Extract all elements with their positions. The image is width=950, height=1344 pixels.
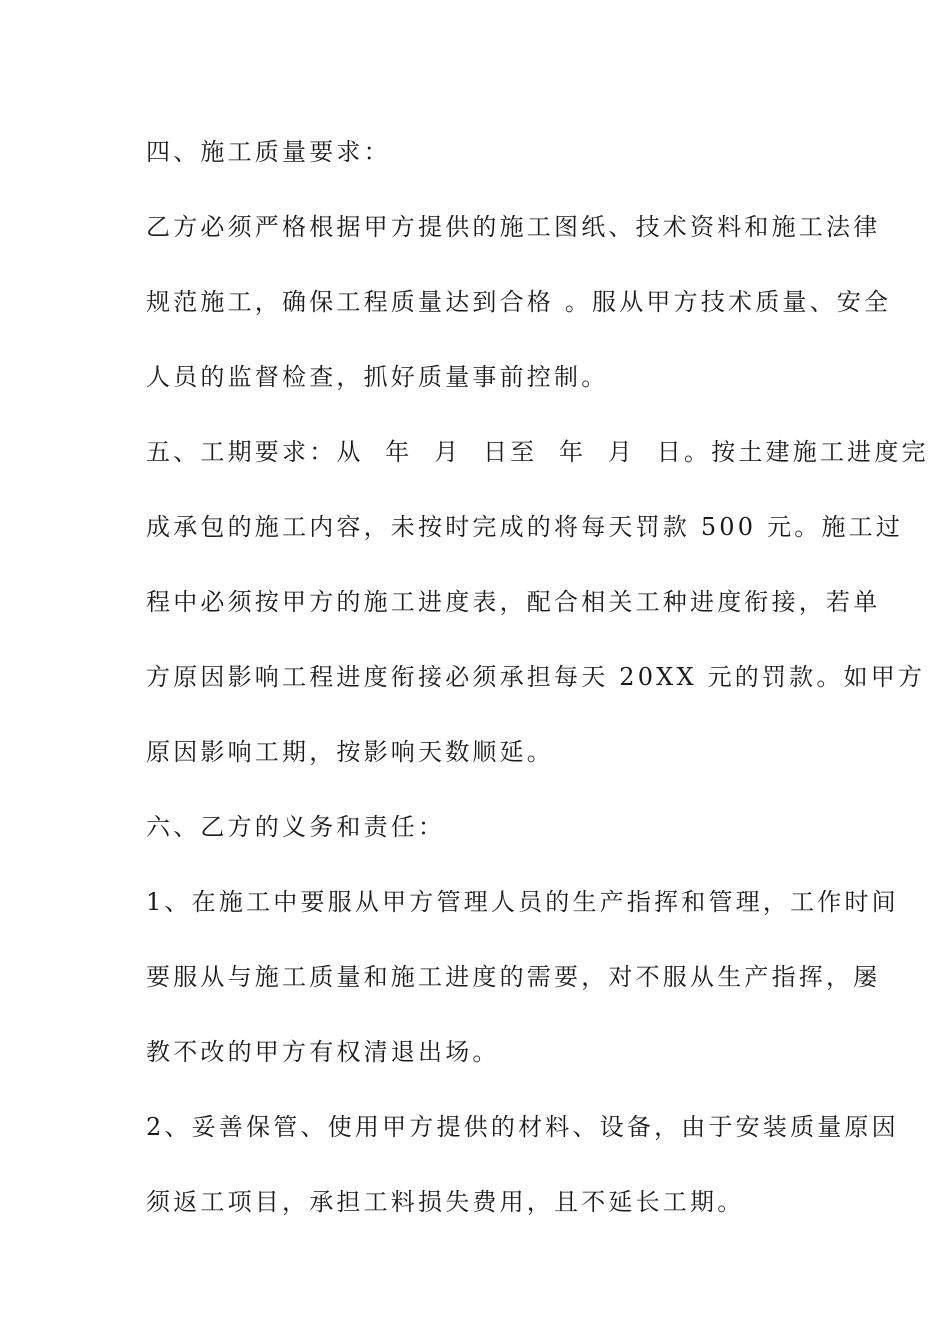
paragraph-line: 人员的监督检查，抓好质量事前控制。: [146, 363, 609, 391]
paragraph-line: 原因影响工期，按影响天数顺延。: [146, 738, 554, 766]
paragraph-line: 程中必须按甲方的施工进度表，配合相关工种进度衔接，若单: [146, 588, 881, 616]
paragraph-line: 规范施工，确保工程质量达到合格 。服从甲方技术质量、安全: [146, 288, 892, 316]
paragraph-line: 乙方必须严格根据甲方提供的施工图纸、技术资料和施工法律: [146, 213, 881, 241]
paragraph-line: 五、工期要求：从 年 月 日至 年 月 日。按土建施工进度完: [146, 438, 929, 466]
paragraph-line: 方原因影响工程进度衔接必须承担每天 20XX 元的罚款。如甲方: [146, 663, 926, 691]
section-heading-quality: 四、施工质量要求：: [146, 138, 391, 166]
paragraph-line: 1、在施工中要服从甲方管理人员的生产指挥和管理，工作时间: [146, 888, 899, 916]
paragraph-line: 教不改的甲方有权清退出场。: [146, 1038, 500, 1066]
section-heading-duties: 六、乙方的义务和责任：: [146, 813, 446, 841]
paragraph-line: 须返工项目，承担工料损失费用，且不延长工期。: [146, 1188, 745, 1216]
paragraph-line: 要服从与施工质量和施工进度的需要，对不服从生产指挥，屡: [146, 963, 881, 991]
paragraph-line: 成承包的施工内容，未按时完成的将每天罚款 500 元。施工过: [146, 513, 904, 541]
paragraph-line: 2、妥善保管、使用甲方提供的材料、设备，由于安装质量原因: [146, 1113, 899, 1141]
